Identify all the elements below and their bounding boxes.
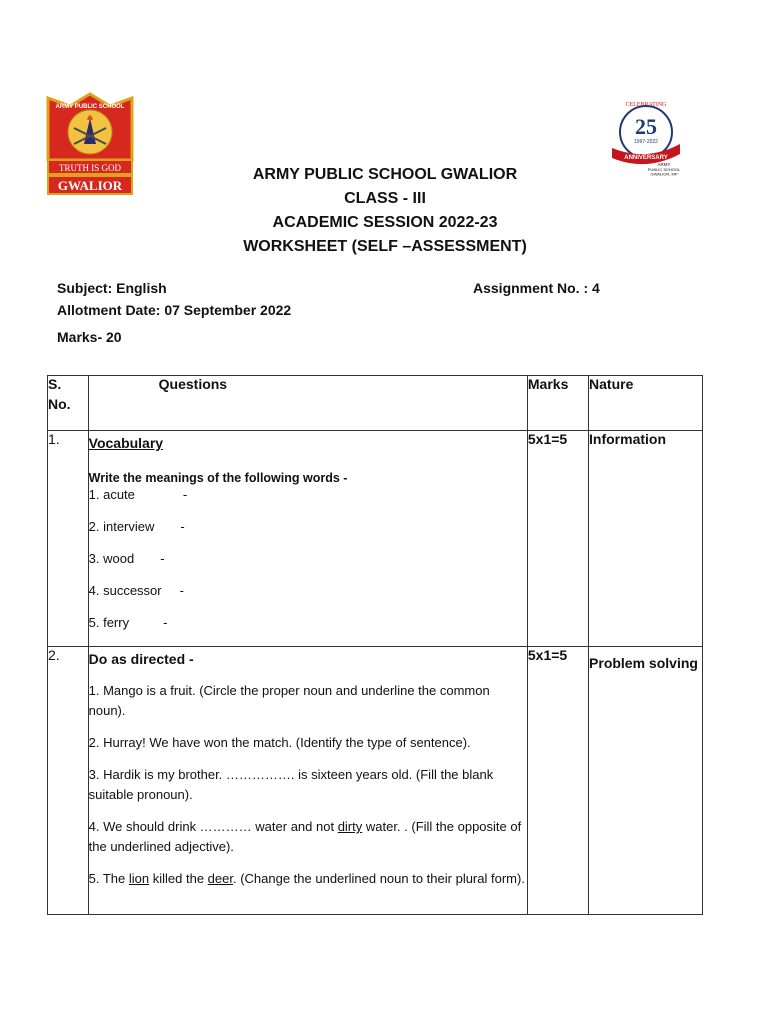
badge-line1: ARMY: [657, 162, 671, 167]
crest-name: GWALIOR: [57, 178, 123, 193]
list-item: 5. ferry -: [88, 615, 168, 630]
crest-motto: TRUTH IS GOD: [59, 163, 121, 173]
class-name: CLASS - III: [344, 190, 426, 207]
list-item: 1. Mango is a fruit. (Circle the proper noun and underline the common noun).: [88, 683, 490, 718]
header-sno-line2: No.: [48, 396, 71, 412]
word-text: 2. interview: [88, 519, 155, 534]
row-marks: 5x1=5: [527, 647, 588, 915]
row-nature: Information: [589, 431, 703, 647]
badge-line2: PUBLIC SCHOOL: [647, 167, 681, 172]
worksheet-header: [0, 163, 770, 259]
word-text: 4. successor: [88, 583, 162, 598]
badge-ribbon: ANNIVERSARY: [624, 155, 668, 161]
header-sno-line1: S.: [48, 376, 62, 392]
table-row: [48, 431, 703, 647]
q4-text-b: water. . (Fill the opposite of the underlined adjective).: [88, 819, 522, 854]
questions-table: [47, 375, 703, 915]
question-title: Do as directed -: [88, 651, 194, 667]
list-item: 2. Hurray! We have won the match. (Identify the type of sentence).: [88, 735, 471, 750]
header-sno: [48, 376, 89, 431]
q5-text-a: 5. The: [88, 871, 129, 886]
q5-text-b: . (Change the underlined noun to their plural form).: [232, 871, 525, 886]
list-item: 3. wood -: [88, 551, 165, 566]
list-item: [89, 869, 527, 889]
total-marks: Marks- 20: [57, 329, 122, 345]
q5-underlined-1: lion: [128, 871, 150, 886]
row-question: [88, 431, 527, 647]
header-marks: Marks: [527, 376, 588, 431]
list-item: 4. successor -: [88, 583, 184, 598]
word-text: 3. wood: [88, 551, 135, 566]
list-item: 2. interview -: [88, 519, 185, 534]
row-marks: 5x1=5: [527, 431, 588, 647]
worksheet-title: WORKSHEET (SELF –ASSESSMENT): [243, 238, 527, 255]
row-sno: 1.: [48, 431, 89, 647]
question-instruction: Write the meanings of the following words -: [88, 471, 348, 485]
crest-arc: ARMY PUBLIC SCHOOL: [55, 104, 125, 110]
list-item: 3. Hardik is my brother. ……………. is sixteen years old. (Fill the blank suitable pronoun).: [88, 767, 494, 802]
subject: Subject: English: [57, 280, 167, 296]
q5-underlined-2: deer: [207, 871, 233, 886]
header-nature: Nature: [589, 376, 703, 431]
allotment-date: Allotment Date: 07 September 2022: [57, 302, 292, 318]
header-questions: Questions: [88, 376, 527, 431]
word-text: 5. ferry: [88, 615, 130, 630]
list-item: 1. acute -: [88, 487, 188, 502]
academic-session: ACADEMIC SESSION 2022-23: [272, 214, 498, 231]
table-header-row: [48, 376, 703, 431]
question-title: Vocabulary: [88, 435, 164, 451]
badge-number: 25: [635, 114, 657, 139]
q4-underlined: dirty: [337, 819, 363, 834]
badge-years: 1997-2022: [634, 139, 658, 145]
row-sno: 2.: [48, 647, 89, 915]
row-nature: Problem solving: [589, 647, 703, 915]
word-text: 1. acute: [88, 487, 135, 502]
row-question: [88, 647, 527, 915]
badge-top: CELEBRATING: [625, 102, 667, 108]
q4-text-a: 4. We should drink ………… water and not: [88, 819, 338, 834]
assignment-number: Assignment No. : 4: [473, 280, 600, 296]
list-item: [89, 817, 527, 857]
school-name: ARMY PUBLIC SCHOOL GWALIOR: [252, 166, 518, 183]
q5-text-m: killed the: [149, 871, 208, 886]
table-row: [48, 647, 703, 915]
badge-line3: GWALIOR, MP: [650, 171, 678, 176]
